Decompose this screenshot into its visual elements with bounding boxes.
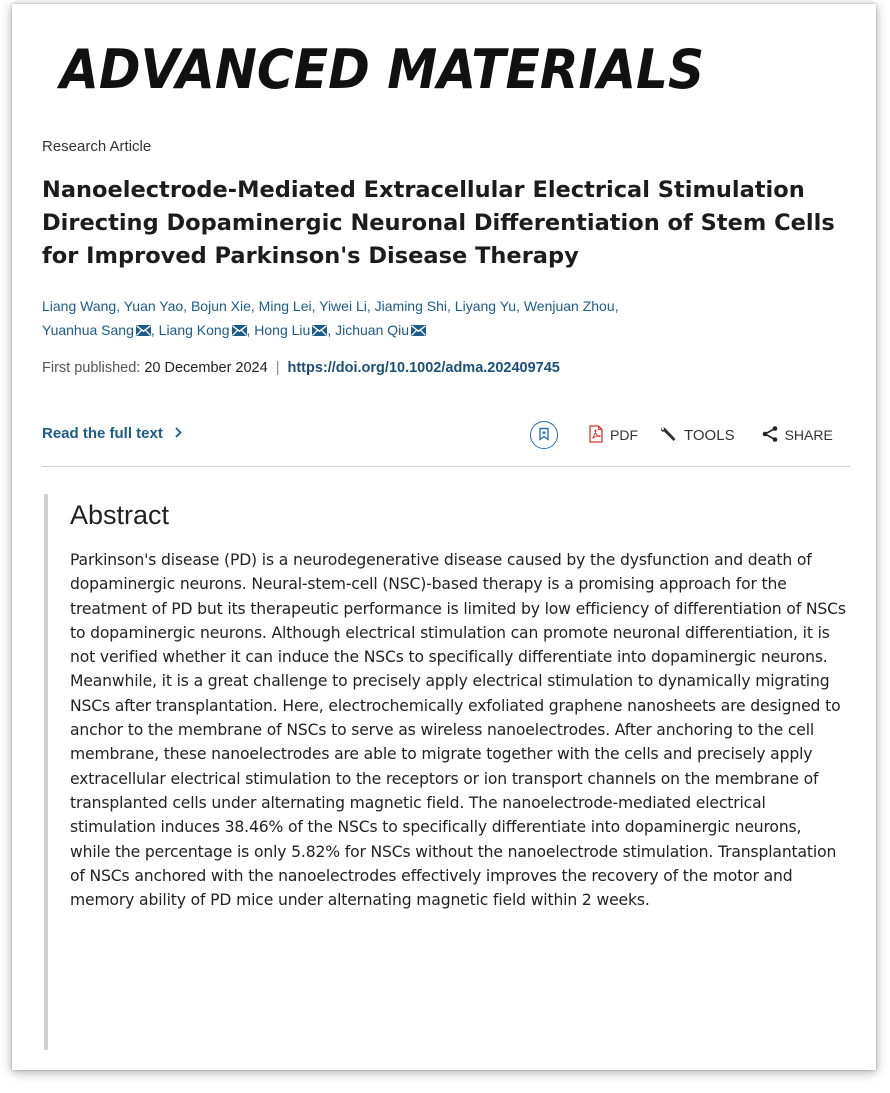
- author-link[interactable]: Yuanhua Sang: [42, 322, 151, 338]
- abstract-section: [44, 494, 850, 1050]
- author-link[interactable]: Hong Liu: [254, 322, 327, 338]
- author-link[interactable]: Ming Lei: [258, 298, 312, 314]
- pdf-button[interactable]: [588, 425, 638, 446]
- chevron-right-icon[interactable]: [175, 425, 182, 442]
- abstract-text: Parkinson's disease (PD) is a neurodegenerative disease caused by the dysfunction and death of dopaminergic neurons. Neural-stem-cell (NSC)-based therapy is a promising approach for the treatment of PD but its therapeutic performance is limited by low efficiency of differentiation of NSCs to dopaminergic neurons. Although electrical stimulation can promote neuronal differentiation, it is not verified whether it can induce the NSCs to specifically differentiate into dopaminergic neurons. Meanwhile, it is a great challenge to precisely apply electrical stimulation to dynamically migrating NSCs after transplantation. Here, electrochemically exfoliated graphene nanosheets are designed to anchor to the membrane of NSCs to serve as wireless nanoelectrodes. After anchoring to the cell membrane, these nanoelectrodes are able to migrate together with the cells and precisely apply extracellular electrical stimulation to the receptors or ion transport channels on the membrane of transplanted cells under alternating magnetic field. The nanoelectrode-mediated electrical stimulation induces 38.46% of the NSCs to specifically differentiate into dopaminergic neurons, while the percentage is only 5.82% for NSCs without the nanoelectrode stimulation. Transplantation of NSCs anchored with the nanoelectrodes effectively improves the recovery of the motor and memory ability of PD mice under alternating magnetic field within 2 weeks.: [70, 551, 846, 910]
- author-link[interactable]: Liang Kong: [159, 322, 247, 338]
- section-divider: [42, 466, 850, 467]
- mail-icon[interactable]: [232, 325, 247, 336]
- published-label: First published:: [42, 360, 141, 376]
- author-link[interactable]: Wenjuan Zhou: [523, 298, 615, 314]
- mail-icon[interactable]: [411, 325, 426, 336]
- author-link[interactable]: Jichuan Qiu: [335, 322, 426, 338]
- share-icon[interactable]: [761, 425, 779, 446]
- article-card: [12, 4, 876, 1070]
- pdf-icon[interactable]: [588, 425, 604, 446]
- article-toolbar: [530, 420, 833, 450]
- read-full-text-label[interactable]: Read the full text: [42, 425, 163, 442]
- author-link[interactable]: Liang Wang: [42, 298, 117, 314]
- doi-link[interactable]: https://doi.org/10.1002/adma.202409745: [287, 360, 560, 376]
- journal-logo[interactable]: ADVANCED MATERIALS: [60, 38, 705, 101]
- author-link[interactable]: Yuan Yao: [123, 298, 184, 314]
- abstract-heading: Abstract: [70, 500, 170, 530]
- mail-icon[interactable]: [136, 325, 151, 336]
- author-link[interactable]: Jiaming Shi: [374, 298, 448, 314]
- pdf-label[interactable]: PDF: [610, 427, 638, 443]
- read-full-text-link[interactable]: [42, 425, 182, 442]
- author-link[interactable]: Liyang Yu: [454, 298, 517, 314]
- wrench-icon[interactable]: [658, 424, 678, 447]
- author-list: Liang Wang, Yuan Yao, Bojun Xie, Ming Lei, Yiwei Li, Jiaming Shi, Liyang Yu, Wenjuan Zhou, Yuanhua Sang , Liang Kong , Hong Liu , Jichuan Qiu: [42, 298, 619, 338]
- bookmark-icon[interactable]: [538, 427, 550, 444]
- tools-label[interactable]: TOOLS: [684, 426, 735, 444]
- tools-button[interactable]: [658, 424, 735, 447]
- bookmark-button[interactable]: [530, 421, 558, 449]
- article-type: Research Article: [42, 138, 152, 155]
- published-date: 20 December 2024: [144, 360, 268, 376]
- author-link[interactable]: Bojun Xie: [190, 298, 251, 314]
- share-button[interactable]: [761, 425, 833, 446]
- author-link[interactable]: Yiwei Li: [319, 298, 367, 314]
- article-title: Nanoelectrode-Mediated Extracellular Electrical Stimulation Directing Dopaminergic Neuronal Differentiation of Stem Cells for Improved Parkinson's Disease Therapy: [42, 177, 835, 269]
- publication-meta: [42, 360, 560, 376]
- share-label[interactable]: SHARE: [784, 427, 833, 443]
- meta-separator: |: [275, 360, 280, 376]
- mail-icon[interactable]: [312, 325, 327, 336]
